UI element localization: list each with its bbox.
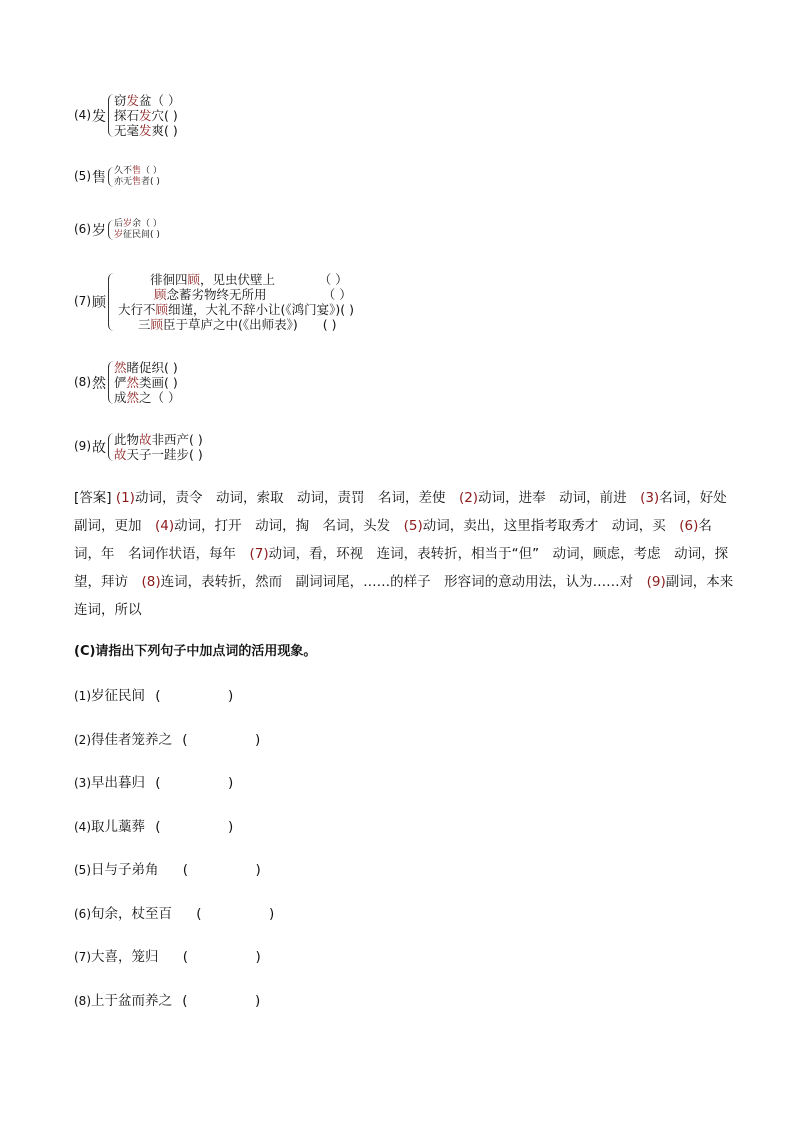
question-text: 日与子弟角 (91, 862, 159, 878)
line-text: 爽( ) (151, 123, 178, 138)
answer-item-text: 动词，进奉 动词，前进 (478, 490, 641, 506)
group-character: 然 (92, 375, 106, 392)
answer-block (74, 484, 747, 624)
example-line (114, 375, 178, 390)
dotted-word: 顾 (155, 302, 169, 317)
question-answer-space[interactable]: ( ) (178, 862, 261, 878)
answer-item-number: (2) (458, 490, 479, 506)
question-number: (2) (74, 732, 91, 747)
dotted-word: 售 (132, 177, 142, 187)
answer-item-number: (4) (155, 518, 175, 534)
question-text: 取儿藁葬 (91, 818, 145, 835)
answer-item-text: 动词，看，环视 连词，表转折，相当于“但” 动词，顾虑，考虑 动词，探望，拜访 (74, 546, 729, 590)
dotted-word: 故 (139, 432, 152, 447)
line-text: 臣于草庐之中(《出师表》) ( ) (163, 317, 337, 332)
group-number: (8) (74, 374, 91, 389)
question-answer-space[interactable]: ( ) (178, 949, 261, 965)
example-line (154, 287, 352, 302)
dotted-word: 岁 (114, 230, 124, 240)
example-line (114, 108, 178, 123)
question-number: (1) (74, 689, 91, 703)
line-text: 细谨，大礼不辞小让(《鸿门宴》)( ) (168, 302, 355, 317)
line-text: 徘徊四 (150, 272, 188, 287)
group-character: 故 (92, 440, 106, 456)
dotted-word: 顾 (154, 287, 167, 302)
line-text: 睹促织( ) (126, 360, 178, 375)
line-text: 征民间( ) (123, 230, 160, 240)
example-line (114, 177, 160, 188)
line-text: 无毫 (114, 123, 140, 138)
answer-item-text: 动词，责令 动词，索取 动词，责罚 名词，差使 (134, 490, 459, 506)
answer-item-number: (3) (640, 490, 660, 506)
line-text: 窃 (114, 93, 127, 108)
question-row (74, 771, 233, 791)
answer-item-text: 副词，本来 连词，所以 (74, 574, 747, 618)
line-text: 天子一跬步( ) (126, 447, 203, 462)
question-answer-space[interactable]: ( ) (192, 905, 275, 922)
question-answer-space[interactable]: ( ) (178, 731, 261, 748)
line-text: 久不 (114, 166, 133, 176)
line-text: 探石 (114, 108, 140, 123)
dotted-word: 发 (139, 108, 152, 123)
line-text: 俨 (114, 375, 127, 390)
group-number: (9) (74, 439, 91, 453)
line-text: 后 (114, 219, 124, 229)
question-text: 大喜，笼归 (91, 949, 159, 965)
group-number: (4) (74, 107, 91, 122)
example-line (114, 447, 203, 462)
question-number: (5) (74, 863, 91, 877)
example-line (114, 432, 203, 447)
example-line (118, 302, 354, 317)
group-number: (5) (74, 169, 91, 183)
line-text: 穴( ) (151, 108, 178, 123)
question-row (74, 684, 233, 704)
dotted-word: 发 (139, 123, 152, 138)
example-line (150, 272, 348, 287)
line-text: 大行不 (118, 302, 156, 317)
line-text: 类画( ) (139, 375, 178, 390)
line-text: 之（ ） (139, 390, 181, 405)
brace-icon (108, 273, 114, 331)
dotted-word: 顾 (150, 317, 164, 332)
question-row (74, 815, 233, 835)
question-row (74, 858, 261, 878)
example-line (114, 219, 162, 230)
question-row (74, 728, 260, 748)
dotted-word: 然 (126, 390, 140, 405)
question-answer-space[interactable]: ( ) (178, 992, 261, 1009)
answer-label: [答案] (74, 490, 116, 506)
example-line (114, 166, 162, 177)
line-text: 三 (138, 317, 151, 332)
group-number: (6) (74, 222, 91, 236)
line-text: ，见虫伏壁上 （ ） (200, 272, 348, 287)
question-row (74, 945, 261, 965)
example-line (114, 123, 178, 138)
line-text: 盆（ ） (139, 93, 181, 108)
question-number: (7) (74, 950, 91, 964)
question-text: 岁征民间 (91, 688, 145, 704)
line-text: 余（ ） (132, 219, 162, 229)
answer-item-number: (8) (141, 574, 161, 590)
question-text: 早出暮归 (91, 775, 145, 791)
question-row (74, 989, 260, 1009)
question-answer-space[interactable]: ( ) (151, 818, 234, 835)
example-line (114, 390, 181, 405)
group-number: (7) (74, 294, 91, 308)
question-answer-space[interactable]: ( ) (151, 775, 234, 791)
answer-item-text: 连词，表转折，然而 副词词尾，……的样子 形容词的意动用法，认为……对 (160, 574, 647, 590)
section-c-title: (C)请指出下列句子中加点词的活用现象。 (74, 644, 317, 659)
dotted-word: 顾 (187, 272, 201, 287)
question-text: 得佳者笼养之 (91, 731, 172, 748)
example-line (138, 317, 337, 332)
dotted-word: 然 (114, 360, 127, 375)
question-number: (3) (74, 776, 91, 790)
answer-item-text: 动词，打开 动词，掏 名词，头发 (174, 518, 404, 534)
answer-item-text: 动词，卖出，这里指考取秀才 动词，买 (422, 518, 680, 534)
group-character: 售 (92, 170, 106, 186)
line-text: （ ） (141, 166, 162, 176)
line-text: 此物 (114, 432, 140, 447)
example-line (114, 93, 181, 108)
question-answer-space[interactable]: ( ) (151, 688, 234, 704)
line-text: 亦无 (114, 177, 133, 187)
answer-item-number: (7) (249, 546, 269, 562)
group-character: 顾 (92, 295, 106, 311)
line-text: 念蓄劣物终无所用 （ ） (166, 287, 352, 302)
group-character: 发 (92, 108, 106, 125)
question-number: (4) (74, 819, 91, 834)
line-text: 成 (114, 390, 127, 405)
answer-item-number: (1) (115, 490, 135, 506)
answer-item-number: (5) (403, 518, 423, 534)
question-text: 上于盆而养之 (91, 992, 172, 1009)
question-number: (6) (74, 906, 91, 921)
answer-item-text: 名词，年 名词作状语，每年 (74, 518, 712, 562)
question-number: (8) (74, 993, 91, 1008)
example-line (114, 360, 178, 375)
answer-item-text: 名词，好处 副词，更加 (74, 490, 741, 534)
dotted-word: 发 (126, 93, 140, 108)
dotted-word: 岁 (123, 219, 133, 229)
answer-item-number: (6) (679, 518, 699, 534)
question-row (74, 902, 274, 922)
dotted-word: 售 (132, 166, 142, 176)
dotted-word: 然 (126, 375, 140, 390)
line-text: 者( ) (141, 177, 160, 187)
group-character: 岁 (92, 223, 106, 239)
answer-item-number: (9) (646, 574, 666, 590)
dotted-word: 故 (114, 447, 127, 462)
line-text: 非西产( ) (151, 432, 203, 447)
example-line (114, 230, 160, 241)
question-text: 旬余，杖至百 (91, 905, 172, 922)
